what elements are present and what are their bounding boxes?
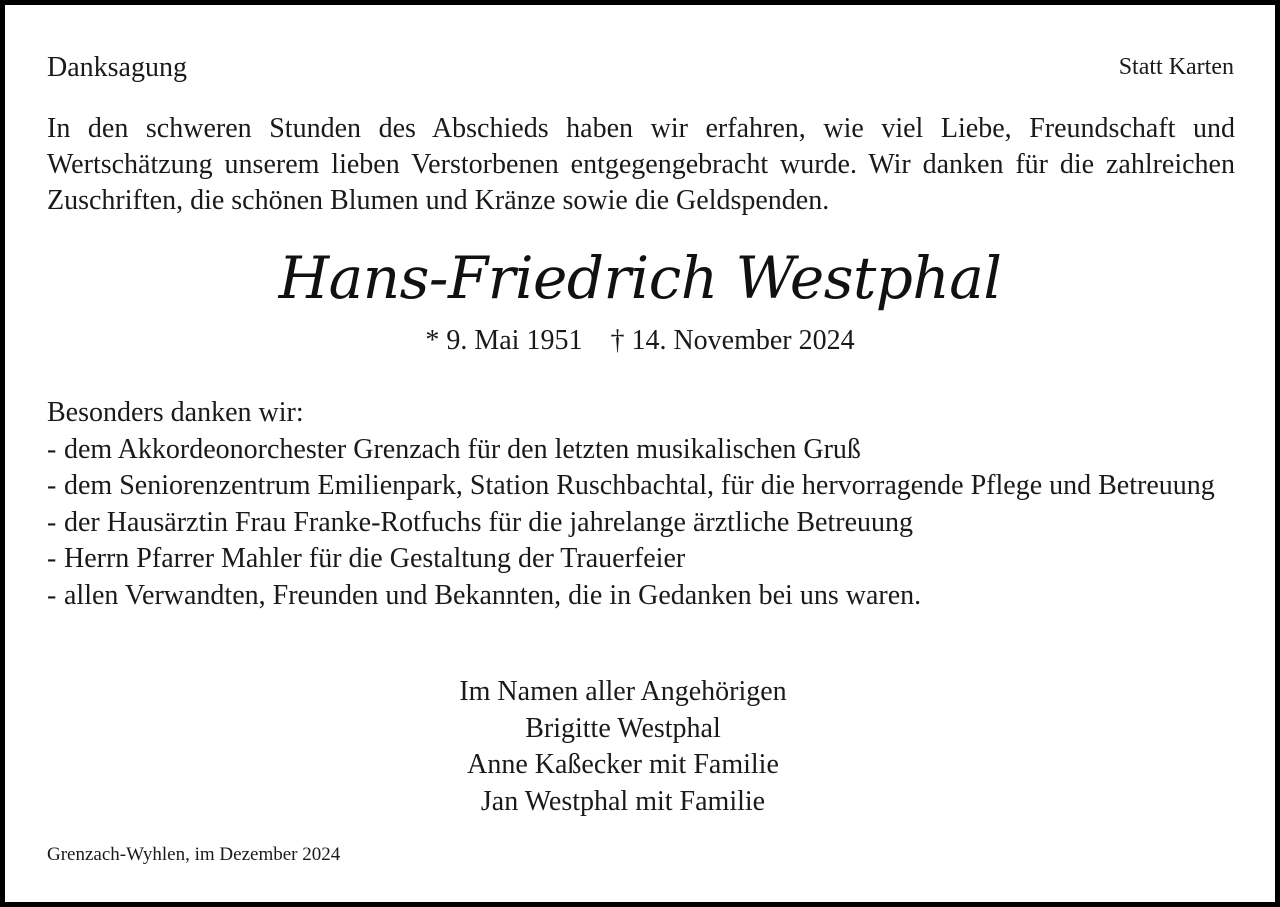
intro-paragraph: In den schweren Stunden des Abschieds haben wir erfahren, wie viel Liebe, Freundschaft und Wertschätzung unserem lieben Verstorbenen entgegengebracht wurde. Wir danken für die zahlreichen Zuschriften, die schönen Blumen und Kränze sowie die Geldspenden. (47, 113, 1235, 216)
life-dates (5, 324, 1275, 358)
thanks-item: - dem Seniorenzentrum Emilienpark, Station Ruschbachtal, für die hervorragende Pflege und Betreuung (47, 468, 1247, 505)
signoff-line: Brigitte Westphal (525, 712, 721, 744)
statt-karten-label: Statt Karten (1118, 54, 1234, 80)
signoff-line: Jan Westphal mit Familie (480, 785, 766, 817)
thanks-item: - der Hausärztin Frau Franke-Rotfuchs für die jahrelange ärztliche Betreuung (47, 505, 1247, 542)
thanks-list (47, 432, 1247, 615)
signoff-block (5, 674, 1241, 820)
deceased-name: Hans-Friedrich Westphal (278, 244, 1002, 312)
notice-heading: Danksagung (47, 52, 187, 83)
death-date: † 14. November 2024 (610, 325, 855, 356)
thanks-item: - Herrn Pfarrer Mahler für die Gestaltung der Trauerfeier (47, 541, 1247, 578)
thanks-item: - dem Akkordeonorchester Grenzach für den letzten musikalischen Gruß (47, 432, 1247, 469)
thanks-section (47, 395, 1247, 614)
signoff-line: Anne Kaßecker mit Familie (467, 749, 779, 780)
thanks-item: - allen Verwandten, Freunden und Bekannten, die in Gedanken bei uns waren. (47, 578, 1247, 615)
thanks-intro: Besonders danken wir: (47, 397, 304, 428)
signoff-line: Im Namen aller Angehörigen (459, 676, 787, 707)
birth-date: * 9. Mai 1951 (425, 325, 583, 356)
place-date: Grenzach-Wyhlen, im Dezember 2024 (47, 844, 341, 865)
